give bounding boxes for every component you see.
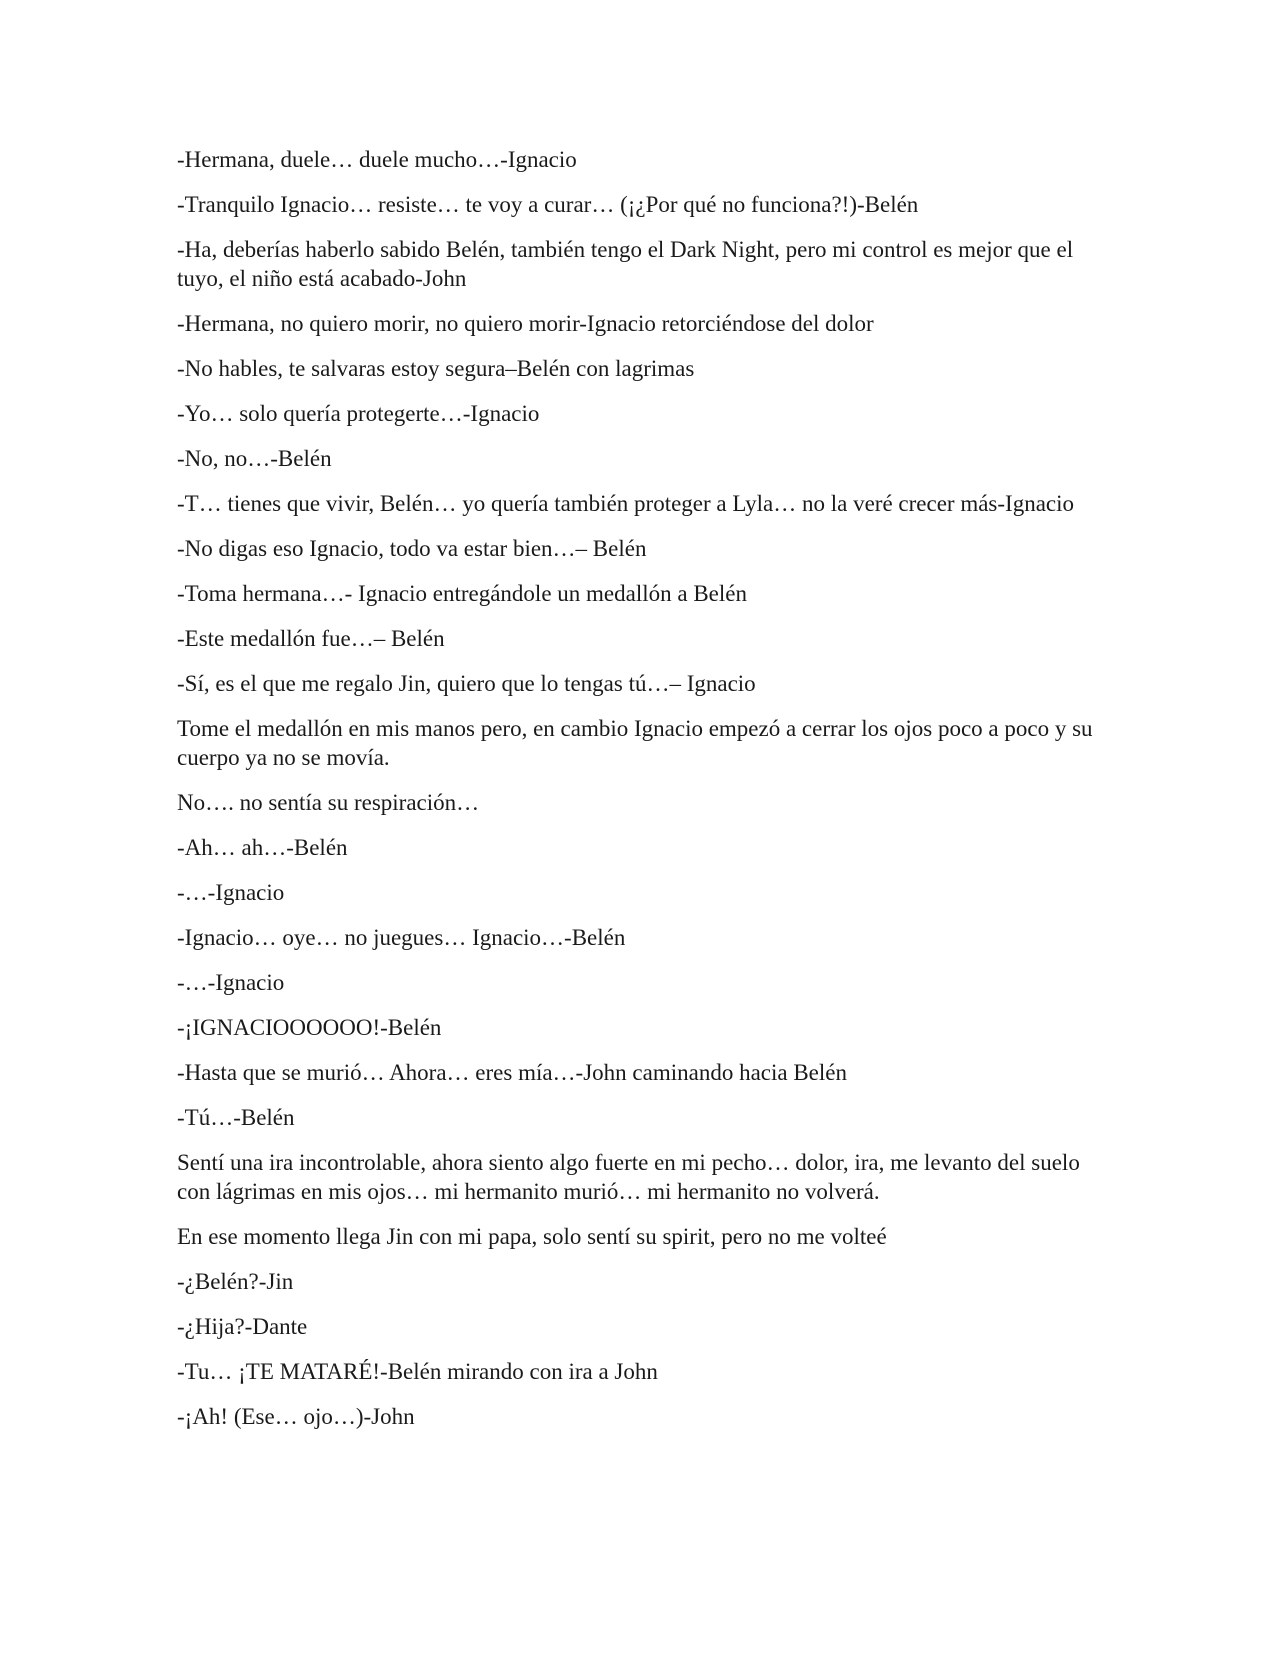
paragraph: -¡Ah! (Ese… ojo…)-John	[177, 1404, 415, 1429]
paragraph: -Hermana, no quiero morir, no quiero morir-Ignacio retorciéndose del dolor	[177, 311, 874, 336]
paragraph: -Ha, deberías haberlo sabido Belén, también tengo el Dark Night, pero mi control es mejor que el tuyo, el niño está acabado-John	[177, 237, 1074, 291]
paragraph: Tome el medallón en mis manos pero, en cambio Ignacio empezó a cerrar los ojos poco a poco y su cuerpo ya no se movía.	[177, 716, 1093, 770]
paragraph: -Tú…-Belén	[177, 1105, 295, 1130]
paragraph: -Ignacio… oye… no juegues… Ignacio…-Belén	[177, 925, 626, 950]
paragraph: -…-Ignacio	[177, 970, 285, 995]
paragraph: En ese momento llega Jin con mi papa, solo sentí su spirit, pero no me volteé	[177, 1224, 887, 1249]
paragraph: -¡IGNACIOOOOOO!-Belén	[177, 1015, 442, 1040]
paragraph: -Toma hermana…- Ignacio entregándole un medallón a Belén	[177, 581, 747, 606]
paragraph: -Ah… ah…-Belén	[177, 835, 348, 860]
paragraph: -Este medallón fue…– Belén	[177, 626, 445, 651]
paragraph: -No digas eso Ignacio, todo va estar bien…– Belén	[177, 536, 647, 561]
paragraph: -Hasta que se murió… Ahora… eres mía…-John caminando hacia Belén	[177, 1060, 847, 1085]
paragraph: -¿Hija?-Dante	[177, 1314, 308, 1339]
paragraph: -Yo… solo quería protegerte…-Ignacio	[177, 401, 540, 426]
paragraph: -Tu… ¡TE MATARÉ!-Belén mirando con ira a John	[177, 1359, 658, 1384]
paragraph: Sentí una ira incontrolable, ahora siento algo fuerte en mi pecho… dolor, ira, me levanto del suelo con lágrimas en mis ojos… mi hermanito murió… mi hermanito no volverá.	[177, 1150, 1080, 1204]
paragraph: -¿Belén?-Jin	[177, 1269, 294, 1294]
paragraph: -No hables, te salvaras estoy segura–Belén con lagrimas	[177, 356, 695, 381]
document-text-body	[177, 145, 1107, 1447]
paragraph: -…-Ignacio	[177, 880, 285, 905]
paragraph: -Hermana, duele… duele mucho…-Ignacio	[177, 147, 577, 172]
paragraph: -Tranquilo Ignacio… resiste… te voy a curar… (¡¿Por qué no funciona?!)-Belén	[177, 192, 919, 217]
paragraph: -No, no…-Belén	[177, 446, 332, 471]
paragraph: -T… tienes que vivir, Belén… yo quería también proteger a Lyla… no la veré crecer más-Ignacio	[177, 491, 1074, 516]
paragraph: -Sí, es el que me regalo Jin, quiero que lo tengas tú…– Ignacio	[177, 671, 756, 696]
paragraph: No…. no sentía su respiración…	[177, 790, 480, 815]
